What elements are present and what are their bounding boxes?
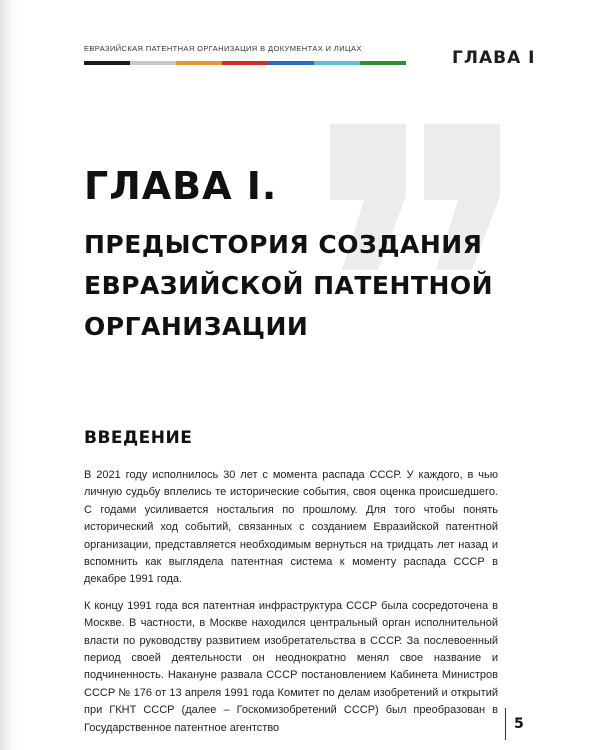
body-text: [84, 467, 498, 746]
color-stripe-segment: [84, 61, 130, 65]
chapter-label: ГЛАВА I: [452, 48, 536, 68]
color-stripe-segment: [130, 61, 176, 65]
color-stripe-segment: [314, 61, 360, 65]
chapter-subtitle-line: ПРЕДЫСТОРИЯ СОЗДАНИЯ: [84, 230, 483, 259]
color-stripe-segment: [268, 61, 314, 65]
chapter-subtitle-line: ЕВРАЗИЙСКОЙ ПАТЕНТНОЙ: [84, 271, 494, 300]
chapter-title: ГЛАВА I.: [84, 164, 278, 208]
page-number: 5: [514, 716, 524, 732]
color-stripe-segment: [222, 61, 268, 65]
color-stripe-segment: [176, 61, 222, 65]
color-stripe-bar: [84, 61, 406, 65]
chapter-subtitle: [84, 224, 493, 347]
page-edge-shadow: [0, 0, 18, 750]
running-title: ЕВРАЗИЙСКАЯ ПАТЕНТНАЯ ОРГАНИЗАЦИЯ В ДОКУМЕНТАХ И ЛИЦАХ: [84, 44, 362, 53]
color-stripe-segment: [360, 61, 406, 65]
page-number-divider: [505, 708, 506, 740]
section-heading: ВВЕДЕНИЕ: [84, 428, 193, 448]
paragraph: К концу 1991 года вся патентная инфраструктура СССР была сосредоточена в Москве. В частности, в Москве находился центральный орган исполнительной власти по руководству развитием изобретательства в СССР. За послевоенный период своей деятельности он неоднократно менял свое название и подчиненность. Накануне развала СССР постановлением Кабинета Министров СССР № 176 от 13 апреля 1991 года Комитет по делам изобретений и открытий при ГКНТ СССР (далее – Госкомизобретений СССР) был преобразован в Государственное патентное агентство: [84, 599, 498, 734]
paragraph: В 2021 году исполнилось 30 лет с момента распада СССР. У каждого, в чью личную судьбу вплелись те исторические события, своя оценка происшедшего. С годами усиливается ностальгия по прошлому. Для того чтобы понять исторический ход событий, связанных с созданием Евразийской патентной организации, представляется необходимым вернуться на тридцать лет назад и вспомнить как выглядела патентная система к моменту распада СССР в декабре 1991 года.: [84, 469, 498, 586]
chapter-subtitle-line: ОРГАНИЗАЦИИ: [84, 312, 309, 341]
